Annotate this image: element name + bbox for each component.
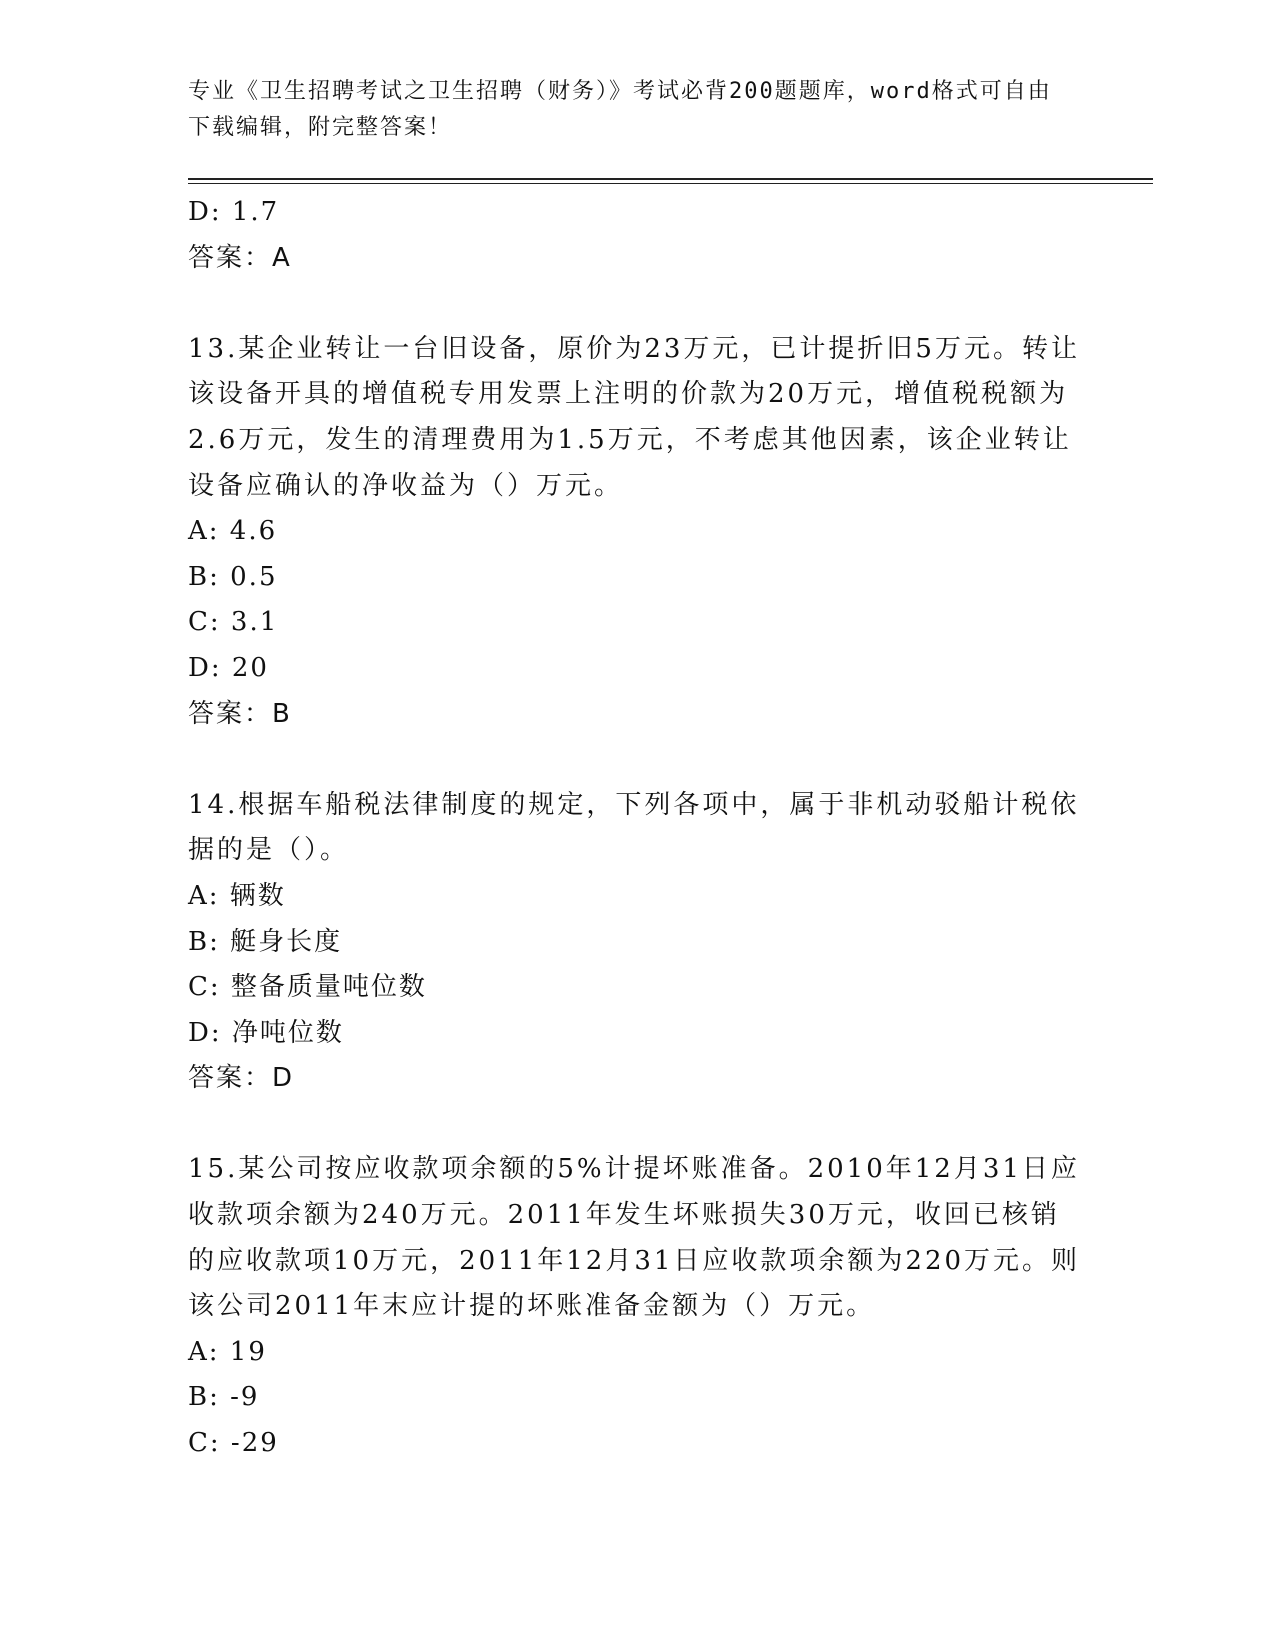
spacer [188,1102,1088,1148]
question-15 [188,1147,1088,1466]
option-a: A: 4.6 [188,516,278,547]
header-rule-thin [188,183,1153,184]
option-b: B: 艇身长度 [188,926,343,957]
spacer [188,281,1088,327]
question-13 [188,327,1088,737]
document-body [188,190,1088,1467]
option-c: C: 3.1 [188,607,279,638]
option-b: B: 0.5 [188,561,278,592]
question-stem: 14.根据车船税法律制度的规定，下列各项中，属于非机动驳船计税依据的是（）。 [188,789,1080,866]
question-14 [188,783,1088,1102]
question-stem: 15.某公司按应收款项余额的5%计提坏账准备。2010年12月31日应收款项余额为240万元。2011年发生坏账损失30万元，收回已核销的应收款项10万元，2011年12月31日应收款项余额为220万元。则该公司2011年末应计提的坏账准备金额为（）万元。 [188,1154,1081,1322]
option-c: C: 整备质量吨位数 [188,972,427,1003]
answer-line: 答案：D [188,1063,295,1094]
option-b: B: -9 [188,1382,260,1413]
answer-line: 答案：A [188,242,292,273]
spacer [188,737,1088,783]
document-header: 专业《卫生招聘考试之卫生招聘（财务）》考试必背200题题库，word格式可自由下载编辑，附完整答案！ [188,79,1052,140]
option-c: C: -29 [188,1428,279,1459]
question-stem: 13.某企业转让一台旧设备，原价为23万元，已计提折旧5万元。转让该设备开具的增值税专用发票上注明的价款为20万元，增值税税额为2.6万元，发生的清理费用为1.5万元，不考虑其他因素，该企业转让设备应确认的净收益为（）万元。 [188,333,1080,501]
option-d: D: 净吨位数 [188,1017,344,1048]
header-rule-thick [188,178,1153,180]
option-a: A: 19 [188,1336,267,1367]
option-d: D: 20 [188,652,269,683]
answer-line: 答案：B [188,698,292,729]
option-a: A: 辆数 [188,880,286,911]
option-d: D: 1.7 [188,197,280,227]
